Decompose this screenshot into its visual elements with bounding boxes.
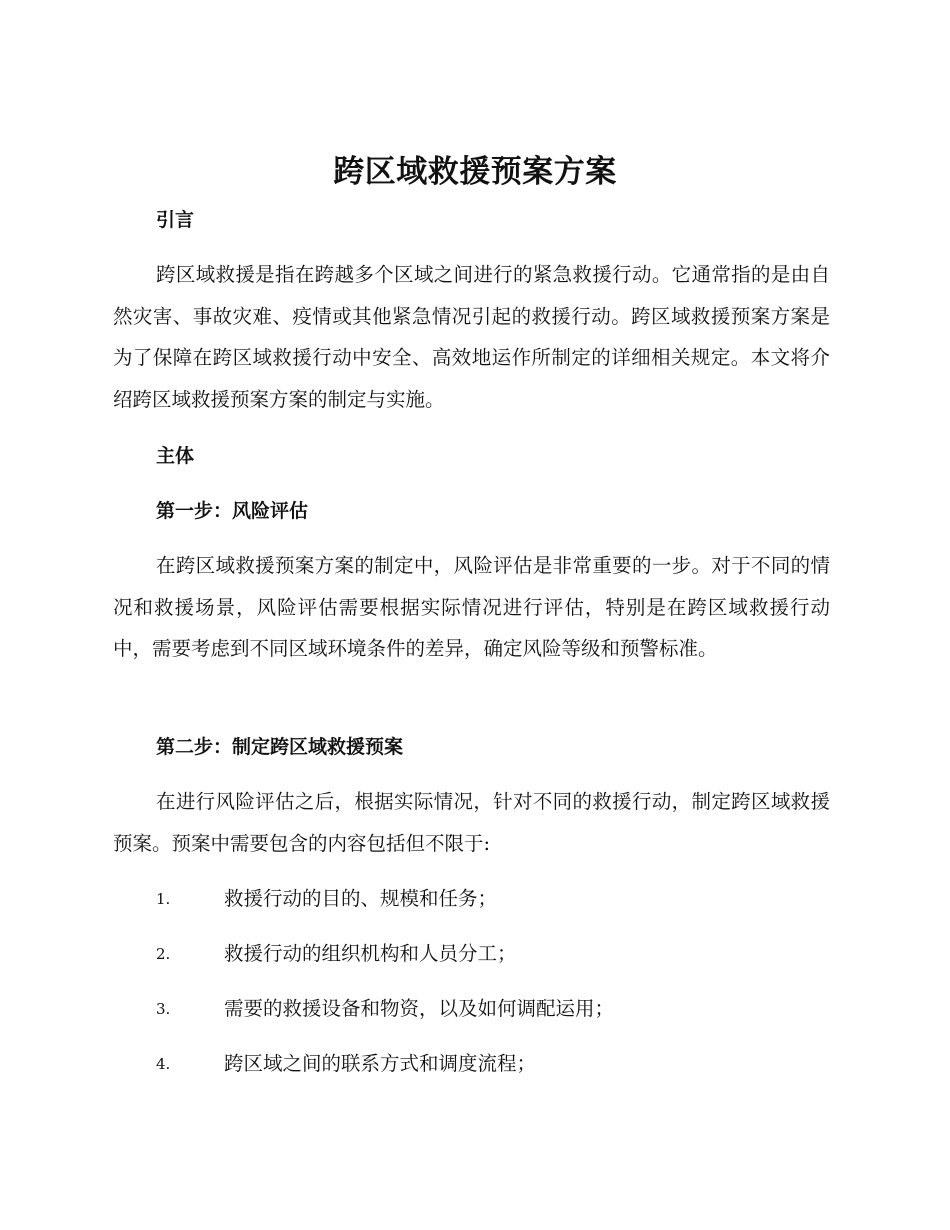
section-heading-step-one: 第一步：风险评估 xyxy=(156,500,309,522)
list-item-number: 4. xyxy=(156,1055,171,1073)
document-title: 跨区域救援预案方案 xyxy=(333,154,617,190)
list-item-text: 救援行动的组织机构和人员分工； xyxy=(224,942,517,965)
list-item-number: 3. xyxy=(156,1000,171,1018)
section-heading-introduction: 引言 xyxy=(156,209,195,231)
list-item-text: 救援行动的目的、规模和任务； xyxy=(224,887,498,910)
paragraph-step-two: 在进行风险评估之后，根据实际情况，针对不同的救援行动，制定跨区域救援预案。预案中需要包含的内容包括但不限于: xyxy=(113,790,830,855)
list-item-text: 跨区域之间的联系方式和调度流程； xyxy=(224,1052,537,1075)
paragraph-introduction: 跨区域救援是指在跨越多个区域之间进行的紧急救援行动。它通常指的是由自然灾害、事故灾难、疫情或其他紧急情况引起的救援行动。跨区域救援预案方案是为了保障在跨区域救援行动中安全、高效地运作所制定的详细相关规定。本文将介绍跨区域救援预案方案的制定与实施。 xyxy=(113,263,830,411)
list-item-number: 1. xyxy=(156,890,171,908)
list-item-number: 2. xyxy=(156,945,171,963)
list-item-text: 需要的救援设备和物资，以及如何调配运用； xyxy=(224,997,615,1020)
section-heading-step-two: 第二步：制定跨区域救援预案 xyxy=(156,736,404,758)
section-heading-body: 主体 xyxy=(156,445,195,467)
paragraph-step-one: 在跨区域救援预案方案的制定中，风险评估是非常重要的一步。对于不同的情况和救援场景，风险评估需要根据实际情况进行评估，特别是在跨区域救援行动中，需要考虑到不同区域环境条件的差异，确定风险等级和预警标准。 xyxy=(113,554,830,660)
